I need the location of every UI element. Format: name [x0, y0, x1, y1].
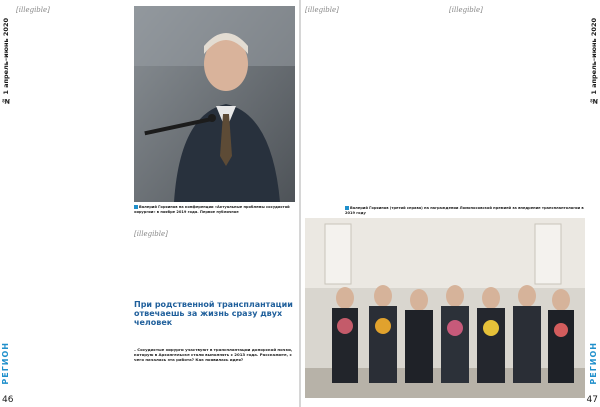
- award-photo-caption-text: Валерий Горяинов (третий справа) на награждении Ломоносовской премией за внедрение трансплантологии в 2019 году: [345, 206, 584, 215]
- award-group-photo: [305, 218, 585, 398]
- left-region-mark: РЕГИОН: [1, 342, 10, 385]
- right-region-mark: РЕГИОН: [589, 342, 598, 385]
- caption-marker-icon: [134, 205, 138, 209]
- right-folio: № 1 апрель–июнь 2020: [590, 18, 598, 105]
- right-page: [301, 0, 600, 407]
- award-photo-caption: [345, 206, 585, 215]
- left-page-number: 46: [2, 395, 14, 405]
- right-column-2: [illegible]: [449, 6, 483, 14]
- lead-question: – Сосудистые хирурги участвуют в трансплантации донорской почки, которую в Архангельске стали выполнять с 2013 года. Расскажите, с чего началась эта работа? Как появилась идея?: [134, 347, 293, 362]
- right-side-strip: [588, 0, 600, 407]
- article-headline: При родственной трансплантации отвечаешь за жизнь сразу двух человек: [134, 300, 293, 327]
- speaker-photo: [134, 6, 295, 202]
- left-column-1: [illegible]: [16, 6, 50, 14]
- speaker-photo-image: [134, 6, 295, 202]
- left-folio: № 1 апрель–июнь 2020: [2, 18, 10, 105]
- right-column-1: [illegible]: [305, 6, 339, 14]
- award-group-photo-image: [305, 218, 585, 398]
- right-page-number: 47: [586, 395, 598, 405]
- speaker-photo-caption-text: Валерий Горяинов на конференции «Актуальные проблемы сосудистой хирургии» в ноябре 2019 года. Первое публичное: [134, 205, 290, 214]
- caption-marker-icon: [345, 206, 349, 210]
- left-page: [0, 0, 299, 407]
- speaker-photo-caption: [134, 205, 294, 214]
- left-column-2-upper: [illegible]: [134, 230, 168, 238]
- left-side-strip: [0, 0, 12, 407]
